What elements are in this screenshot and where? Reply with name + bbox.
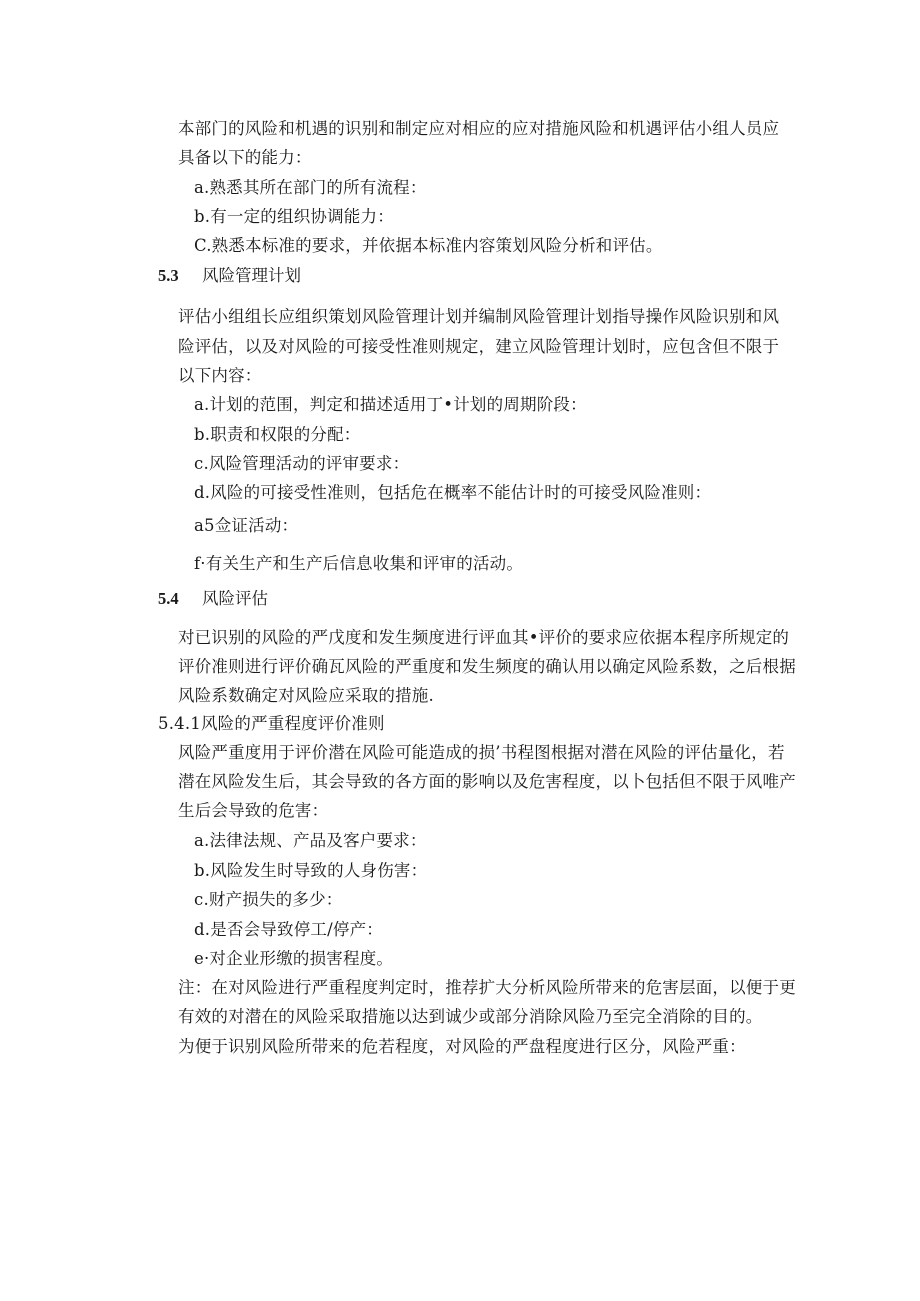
- paragraph-line: 为便于识别风险所带来的危若程度，对风险的严盘程度进行区分，风险严重：: [178, 1037, 746, 1056]
- paragraph-line: 生后会导致的危害：: [178, 801, 329, 820]
- paragraph-line: 评价准则进行评价确瓦风险的严重度和发生频度的确认用以确定风险系数，之后根据: [178, 657, 796, 676]
- paragraph-line: 险评估，以及对风险的可接受性准则规定，建立风险管理计划时，应包含但不限于: [178, 337, 780, 356]
- list-item: d.是否会导致停工/停产：: [194, 920, 383, 939]
- note-line: 注：在对风险进行严重程度判定时，推荐扩大分析风险所带来的危害层面，以便于更: [178, 978, 796, 997]
- list-item: d.风险的可接受性准则，包括危在概率不能估计时的可接受风险准则：: [194, 483, 712, 502]
- paragraph-line: 本部门的风险和机遇的识别和制定应对相应的应对措施风险和机遇评估小组人员应: [178, 119, 780, 138]
- section-title: 风险管理计划: [202, 266, 301, 285]
- list-item: b.职责和权限的分配：: [194, 425, 361, 444]
- list-item: c.风险管理活动的评审要求：: [194, 454, 410, 473]
- list-item: a.计划的范围，判定和描述适用丁•计划的周期阶段：: [194, 395, 587, 414]
- paragraph-line: 风险系数确定对风险应采取的措施.: [178, 686, 434, 705]
- paragraph-line: 对已识别的风险的严戊度和发生频度进行评血其•评价的要求应依据本程序所规定的: [178, 628, 790, 647]
- list-item: a.法律法规、产品及客户要求：: [194, 831, 427, 850]
- list-item: C.熟悉本标准的要求，并依据本标准内容策划风险分析和评估。: [194, 236, 663, 255]
- list-item: b.风险发生时导致的人身伤害：: [194, 861, 428, 880]
- list-item: a.熟悉其所在部门的所有流程：: [194, 178, 427, 197]
- note-line: 有效的对潜在的风险采取措施以达到诚少或部分消除风险乃至完全消除的目的。: [178, 1007, 763, 1026]
- section-number: 5.3: [158, 266, 179, 285]
- section-heading-5-4: [158, 588, 268, 610]
- paragraph-line: 潜在风险发生后，其会导致的各方面的影响以及危害程度，以卜包括但不限于风唯产: [178, 772, 796, 791]
- subsection-heading-5-4-1: 5.4.1风险的严重程度评价准则: [158, 714, 385, 733]
- list-item: b.有一定的组织协调能力：: [194, 207, 394, 226]
- paragraph-line: 风险严重度用于评价潜在风险可能造成的损’书程图根据对潜在风险的评估量化，若: [178, 743, 785, 762]
- list-item: c.财产损失的多少：: [194, 890, 343, 909]
- list-item: a5佥证活动：: [194, 516, 299, 535]
- list-item: f·有关生产和生产后信息收集和评审的活动。: [194, 554, 524, 573]
- section-title: 风险评估: [202, 589, 268, 608]
- list-item: e·对企业形缴的损害程度。: [194, 949, 394, 968]
- section-number: 5.4: [158, 589, 179, 608]
- paragraph-line: 评估小组组长应组织策划风险管理计划并编制风险管理计划指导操作风险识别和风: [178, 307, 780, 326]
- section-heading-5-3: [158, 265, 301, 287]
- paragraph-line: 具备以下的能力：: [178, 148, 312, 167]
- paragraph-line: 以下内容：: [178, 366, 262, 385]
